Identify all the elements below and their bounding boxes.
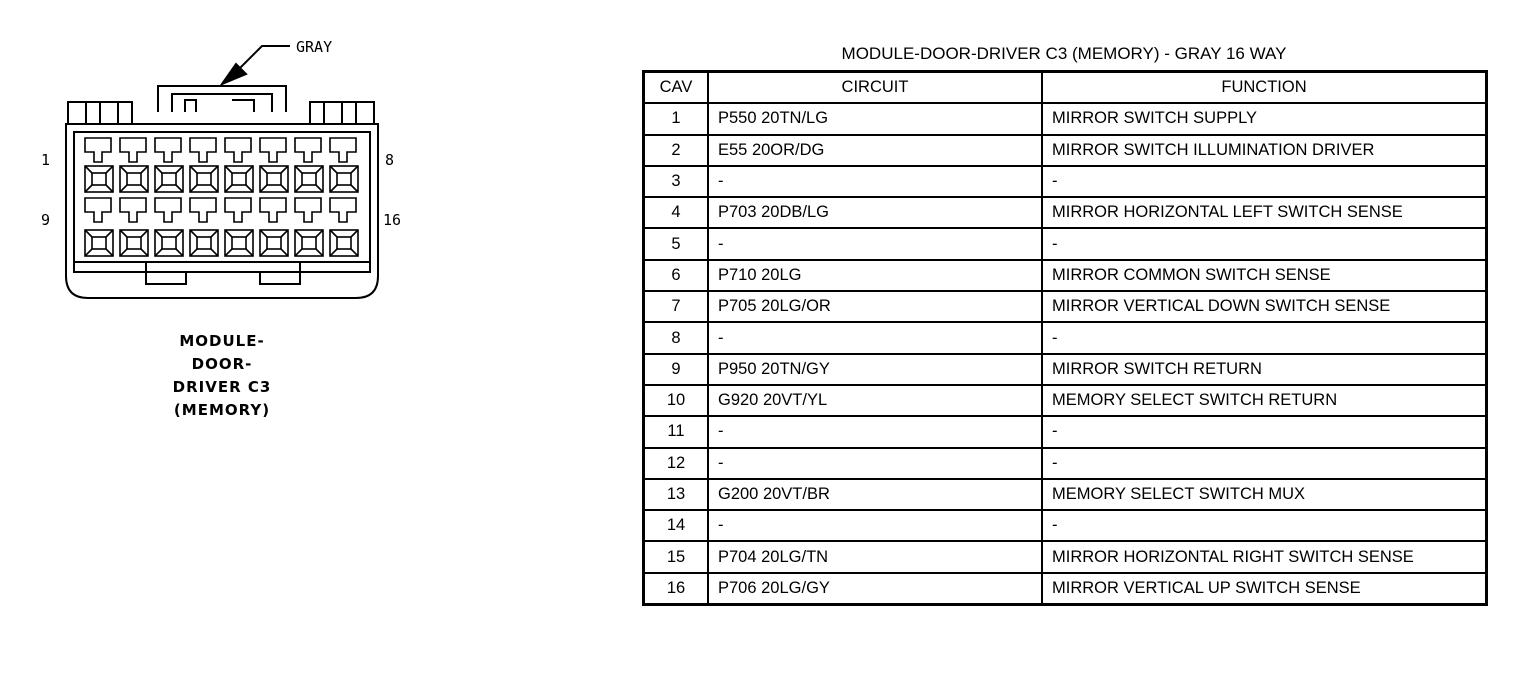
cell-function: MIRROR SWITCH SUPPLY: [1042, 103, 1487, 134]
cell-circuit: -: [708, 510, 1042, 541]
table-title: MODULE-DOOR-DRIVER C3 (MEMORY) - GRAY 16 WAY: [841, 44, 1287, 63]
cell-circuit: P950 20TN/GY: [708, 354, 1042, 385]
cavity-terminal: [267, 237, 281, 249]
cell-circuit: -: [708, 448, 1042, 479]
cavity-latch: [155, 138, 181, 162]
cell-cav: 2: [644, 135, 709, 166]
connector-latch: [158, 86, 286, 112]
cell-circuit: P703 20DB/LG: [708, 197, 1042, 228]
cell-function: MIRROR VERTICAL UP SWITCH SENSE: [1042, 573, 1487, 605]
cavity-terminal: [197, 173, 211, 185]
table-row: [644, 385, 1487, 416]
table-row: [644, 135, 1487, 166]
cell-circuit: G920 20VT/YL: [708, 385, 1042, 416]
cavity-latch: [330, 198, 356, 222]
cell-circuit: -: [708, 416, 1042, 447]
cavity-latch: [260, 138, 286, 162]
cavity-bevel: [295, 166, 323, 192]
cavity-latch: [295, 198, 321, 222]
cavity-bevel: [85, 166, 113, 192]
cell-function: MIRROR SWITCH RETURN: [1042, 354, 1487, 385]
cell-circuit: E55 20OR/DG: [708, 135, 1042, 166]
cell-circuit: P706 20LG/GY: [708, 573, 1042, 605]
cavity-group: [85, 138, 358, 256]
cavity-bevel: [295, 230, 323, 256]
cell-cav: 13: [644, 479, 709, 510]
table-row: [644, 354, 1487, 385]
cell-function: MIRROR HORIZONTAL LEFT SWITCH SENSE: [1042, 197, 1487, 228]
color-callout-label: GRAY: [296, 38, 333, 56]
cavity-latch: [225, 138, 251, 162]
cell-circuit: P710 20LG: [708, 260, 1042, 291]
pin-label-top-left: 1: [41, 151, 51, 169]
cavity-terminal: [267, 173, 281, 185]
cavity-bevel: [260, 166, 288, 192]
cell-cav: 4: [644, 197, 709, 228]
table-row: [644, 573, 1487, 605]
cavity-bevel: [155, 166, 183, 192]
cell-cav: 10: [644, 385, 709, 416]
cell-cav: 3: [644, 166, 709, 197]
cavity-latch: [120, 198, 146, 222]
header-circuit: CIRCUIT: [708, 72, 1042, 104]
cell-cav: 8: [644, 322, 709, 353]
cavity-terminal: [302, 173, 316, 185]
cavity-terminal: [232, 173, 246, 185]
cavity-bevel: [120, 166, 148, 192]
connector-drawing: [0, 0, 600, 676]
cell-function: -: [1042, 322, 1487, 353]
cell-function: -: [1042, 416, 1487, 447]
cavity-latch: [155, 198, 181, 222]
cavity-latch: [190, 138, 216, 162]
cavity-terminal: [92, 237, 106, 249]
table-row: [644, 416, 1487, 447]
cavity-bevel: [330, 166, 358, 192]
cell-function: MIRROR COMMON SWITCH SENSE: [1042, 260, 1487, 291]
cell-cav: 16: [644, 573, 709, 605]
table-row: [644, 510, 1487, 541]
cell-cav: 14: [644, 510, 709, 541]
table-row: [644, 166, 1487, 197]
table-row: [644, 260, 1487, 291]
cavity-bevel: [155, 230, 183, 256]
header-function: FUNCTION: [1042, 72, 1487, 104]
cavity-terminal: [232, 237, 246, 249]
cell-function: -: [1042, 448, 1487, 479]
cavity-latch: [85, 138, 111, 162]
table-row: [644, 228, 1487, 259]
table-header-row: [644, 72, 1487, 104]
cavity-bevel: [260, 230, 288, 256]
pin-label-bottom-left: 9: [41, 211, 51, 229]
cell-function: -: [1042, 166, 1487, 197]
table-row: [644, 479, 1487, 510]
pinout-table: [642, 70, 1488, 606]
cavity-latch: [120, 138, 146, 162]
cell-circuit: -: [708, 322, 1042, 353]
cavity-latch: [190, 198, 216, 222]
cell-cav: 12: [644, 448, 709, 479]
table-row: [644, 197, 1487, 228]
connector-diagram: [0, 0, 600, 676]
table-row: [644, 322, 1487, 353]
cavity-bevel: [120, 230, 148, 256]
connector-name-line: DRIVER C3: [172, 378, 272, 396]
cell-function: MEMORY SELECT SWITCH MUX: [1042, 479, 1487, 510]
table-row: [644, 291, 1487, 322]
cell-function: -: [1042, 510, 1487, 541]
cell-cav: 6: [644, 260, 709, 291]
cavity-bevel: [330, 230, 358, 256]
cavity-latch: [260, 198, 286, 222]
cell-circuit: G200 20VT/BR: [708, 479, 1042, 510]
cell-circuit: -: [708, 228, 1042, 259]
cell-function: -: [1042, 228, 1487, 259]
table-row: [644, 541, 1487, 572]
cavity-terminal: [162, 237, 176, 249]
cavity-terminal: [337, 237, 351, 249]
cell-function: MEMORY SELECT SWITCH RETURN: [1042, 385, 1487, 416]
cell-cav: 5: [644, 228, 709, 259]
cell-cav: 15: [644, 541, 709, 572]
pin-label-top-right: 8: [385, 151, 395, 169]
cavity-terminal: [197, 237, 211, 249]
cell-circuit: -: [708, 166, 1042, 197]
cell-circuit: P704 20LG/TN: [708, 541, 1042, 572]
cavity-terminal: [162, 173, 176, 185]
table-body: [644, 103, 1487, 604]
cell-cav: 1: [644, 103, 709, 134]
cavity-bevel: [225, 230, 253, 256]
connector-name-line: (MEMORY): [173, 401, 271, 419]
cell-function: MIRROR VERTICAL DOWN SWITCH SENSE: [1042, 291, 1487, 322]
table-row: [644, 448, 1487, 479]
cavity-latch: [295, 138, 321, 162]
cell-circuit: P705 20LG/OR: [708, 291, 1042, 322]
cell-cav: 7: [644, 291, 709, 322]
cavity-latch: [330, 138, 356, 162]
connector-name-line: DOOR-: [191, 355, 253, 373]
cell-function: MIRROR SWITCH ILLUMINATION DRIVER: [1042, 135, 1487, 166]
header-cav: CAV: [644, 72, 709, 104]
cavity-latch: [225, 198, 251, 222]
cavity-latch: [85, 198, 111, 222]
cell-cav: 9: [644, 354, 709, 385]
cavity-terminal: [302, 237, 316, 249]
cavity-bevel: [190, 166, 218, 192]
callout-leader-line: [236, 46, 290, 72]
cavity-terminal: [337, 173, 351, 185]
cavity-bevel: [85, 230, 113, 256]
cell-function: MIRROR HORIZONTAL RIGHT SWITCH SENSE: [1042, 541, 1487, 572]
cell-cav: 11: [644, 416, 709, 447]
cavity-terminal: [127, 173, 141, 185]
cavity-bevel: [190, 230, 218, 256]
cavity-bevel: [225, 166, 253, 192]
connector-name: [152, 330, 292, 422]
cavity-terminal: [127, 237, 141, 249]
pin-label-bottom-right: 16: [383, 211, 402, 229]
connector-name-line: MODULE-: [179, 332, 265, 350]
table-row: [644, 103, 1487, 134]
cell-circuit: P550 20TN/LG: [708, 103, 1042, 134]
cavity-terminal: [92, 173, 106, 185]
